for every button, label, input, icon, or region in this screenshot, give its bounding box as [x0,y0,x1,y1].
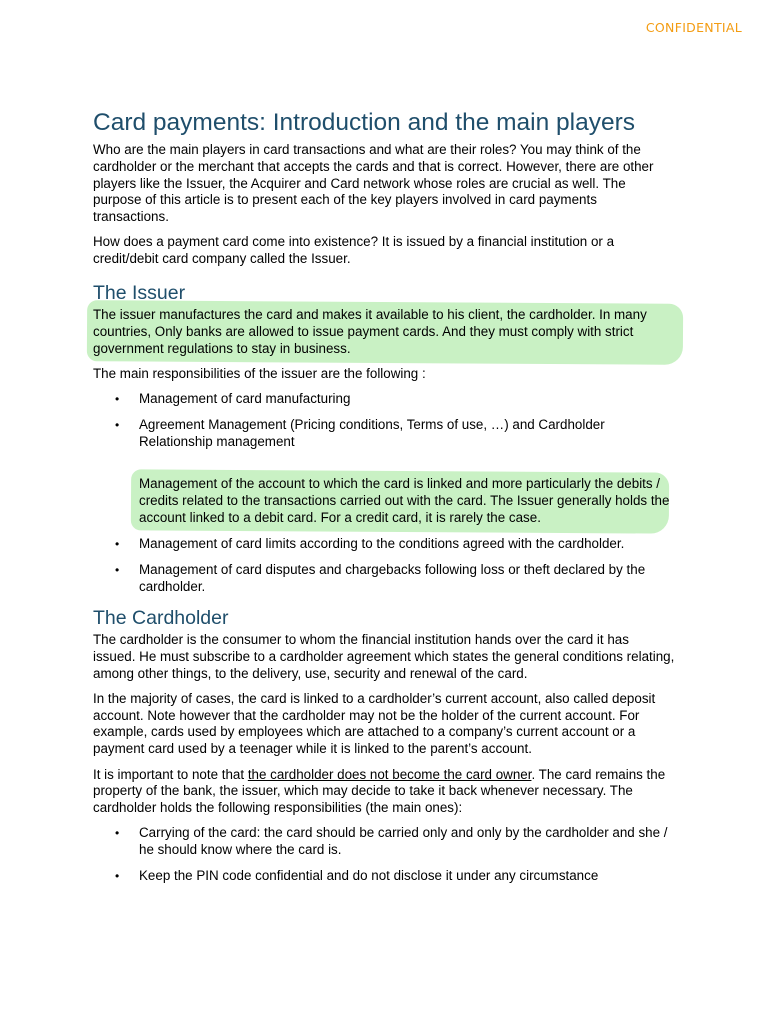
text-run: . The card remains the property of the bank, the issuer, which may decide to take it back whenever necessary. The cardholder holds the following responsibilities (the main ones): [93,766,666,816]
text-run: It is important to note that [93,766,248,782]
list-item: Management of the account to which the card is linked and more particularly the debits / credits related to the transactions carried out with the card. The Issuer generally holds the account linked to a debit card. For a credit card, it is rarely the case. [93,476,675,526]
page-title: Card payments: Introduction and the main players [93,109,636,136]
list-item: • Management of card limits according to the conditions agreed with the cardholder. [93,536,675,553]
issuer-heading: The Issuer [93,282,186,305]
intro-paragraph-2: How does a payment card come into existence? It is issued by a financial institution or a credit/debit card company called the Issuer. [93,234,615,267]
cardholder-responsibilities-list [93,825,675,885]
intro-paragraph-1: Who are the main players in card transactions and what are their roles? You may think of the cardholder or the merchant that accepts the cards and that is correct. However, there are other players like the Issuer, the Acquirer and Card network whose roles are crucial as well. The purpose of this article is to present each of the key players involved in card payments transactions. [93,142,654,225]
cardholder-heading: The Cardholder [93,607,229,629]
document-body [93,106,675,895]
issuer-paragraph-1: The issuer manufactures the card and makes it available to his client, the cardholder. In many countries, Only banks are allowed to issue payment cards. And they must comply with strict government regulations to stay in business. [93,307,675,357]
confidential-label: CONFIDENTIAL [645,20,742,35]
list-item: • Management of card manufacturing [93,391,675,408]
underlined-text: the cardholder does not become the card owner [247,766,532,782]
list-item: • Keep the PIN code confidential and do not disclose it under any circumstance [93,868,675,885]
list-item: • Management of card disputes and chargebacks following loss or theft declared by the cardholder. [93,562,675,596]
issuer-responsibilities-list [93,391,675,595]
cardholder-paragraph-1: The cardholder is the consumer to whom the financial institution hands over the card it has issued. He must subscribe to a cardholder agreement which states the general conditions relating, among other things, to the delivery, use, security and renewal of the card. [93,632,675,681]
cardholder-paragraph-3 [93,767,675,817]
issuer-paragraph-2: The main responsibilities of the issuer are the following : [93,365,426,381]
list-item: • Agreement Management (Pricing conditions, Terms of use, …) and Cardholder Relationship management [93,417,675,451]
cardholder-paragraph-2: In the majority of cases, the card is linked to a cardholder’s current account, also called deposit account. Note however that the cardholder may not be the holder of the current account. For example, cards used by employees which are attached to a company’s current account or a payment card used by a teenager while it is linked to the parent’s account. [93,690,656,757]
list-item: • Carrying of the card: the card should be carried only and only by the cardholder and she / he should know where the card is. [93,825,675,859]
